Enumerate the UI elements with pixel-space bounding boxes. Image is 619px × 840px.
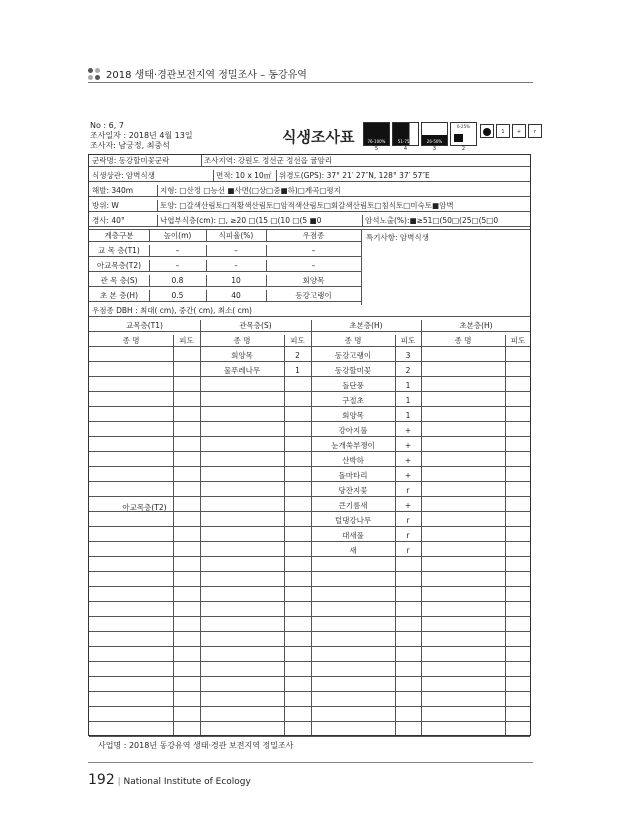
running-header: [88, 66, 307, 81]
info-row-1: [89, 155, 530, 167]
herb-species-name: 돌단풍: [342, 381, 364, 390]
table-row: [89, 350, 530, 362]
remarks-field: 특기사항: 암벽식생: [366, 233, 429, 242]
herb-species-cover: r: [406, 516, 410, 525]
herb-species-cover: +: [404, 441, 412, 450]
cover-scale: [363, 122, 477, 152]
table-row: [89, 605, 530, 617]
header-title: 2018 생태·경관보전지역 정밀조사 – 동강유역: [106, 70, 307, 81]
cover-class-5: 76-100% 5: [363, 122, 390, 152]
survey-meta: [90, 121, 193, 151]
strata-header: 계층구분 높이(m) 식피율(%) 우점종: [89, 230, 361, 242]
table-row: [89, 530, 530, 542]
table-row: [89, 425, 530, 437]
herb-species-name: 강아지풀: [338, 426, 368, 435]
table-row: [89, 515, 530, 527]
table-row: [89, 665, 530, 677]
slope-field: 경사: 40°: [92, 216, 125, 225]
strata-row: 초 본 층(H) 0.5 40 동강고랭이: [89, 290, 361, 302]
region-field: 조사지역: 강원도 정선군 정선읍 귤암리: [204, 156, 332, 165]
info-row-2: [89, 170, 530, 182]
info-row-5: [89, 215, 530, 227]
shrub-species-cover: 1: [295, 366, 300, 375]
table-row: [89, 620, 530, 632]
herb-species-name: 대새풀: [342, 531, 364, 540]
herb-species-name: 구절초: [342, 396, 364, 405]
table-row: [89, 635, 530, 647]
table-row: [89, 380, 530, 392]
table-row: [89, 410, 530, 422]
herb-species-name: 눈개쑥부쟁이: [331, 441, 375, 450]
info-row-3: [89, 185, 530, 197]
survey-date: 조사일자 : 2018년 4월 13일: [90, 131, 193, 140]
form-title: 식생조사표: [282, 128, 355, 146]
info-row-4: [89, 200, 530, 212]
table-row: [89, 485, 530, 497]
shrub-species-name: 회양목: [231, 351, 253, 360]
altitude-field: 해발: 340m: [92, 186, 134, 195]
strata-row: 관 목 층(S) 0.8 10 회양목: [89, 275, 361, 287]
page-number: 192: [88, 772, 115, 788]
physiognomy-field: 식생상관: 암벽식생: [92, 171, 155, 180]
herb-species-cover: r: [406, 546, 410, 555]
rock-field: 암석노출(%):■≥51□(50□(25□(5□0: [365, 216, 499, 225]
herb-species-cover: r: [406, 531, 410, 540]
column-header-row: 종 명 피도 종 명 피도 종 명 피도 종 명 피도: [89, 335, 530, 347]
herb-species-name: 동강할미꽃: [334, 366, 372, 375]
page-footer: 192 | National Institute of Ecology: [88, 772, 251, 788]
table-row: [89, 680, 530, 692]
table-row: [89, 650, 530, 662]
cover-class-3: 26-50% 3: [421, 122, 448, 152]
herb-species-name: 털댕강나무: [334, 516, 372, 525]
species-table: [89, 320, 530, 735]
community-field: 군락명: 동강할미꽃군락: [92, 156, 170, 165]
dbh-row: [89, 305, 530, 317]
footer-org: National Institute of Ecology: [123, 777, 251, 787]
herb-species-cover: +: [404, 501, 412, 510]
herb-species-name: 돌마타리: [338, 471, 368, 480]
table-row: [89, 725, 530, 737]
table-row: [89, 575, 530, 587]
layer-header-row: 교목층(T1) 관목층(S) 초본층(H) 초본층(H): [89, 320, 530, 332]
table-row: [89, 545, 530, 557]
herb-species-cover: 3: [405, 351, 411, 360]
bullet-icon: [88, 68, 100, 80]
table-row: [89, 710, 530, 722]
herb-species-name: 산박하: [342, 456, 364, 465]
sociability-scale: [480, 124, 542, 138]
herb-species-name: 큰기름새: [338, 501, 368, 510]
circle-icon: [480, 124, 494, 138]
gps-field: 위경도(GPS): 37° 21′ 27″N, 128° 37′ 57″E: [279, 171, 430, 180]
sociability-r: r: [528, 124, 542, 138]
table-row: [89, 455, 530, 467]
strata-row: 교 목 층(T1) – – –: [89, 245, 361, 257]
survey-no: No : 6, 7: [90, 121, 124, 130]
herb-species-cover: 2: [405, 366, 411, 375]
shrub-species-cover: 2: [295, 351, 300, 360]
cover-class-2: 6-25% 2: [450, 122, 477, 152]
strata-row: 아교목층(T2) – – –: [89, 260, 361, 272]
surveyor: 조사자: 남궁정, 최중석: [90, 141, 170, 150]
project-name: 사업명 : 2018년 동강유역 생태·경관 보전지역 정밀조사: [98, 741, 294, 750]
footer-rule: [88, 762, 533, 763]
survey-form: [88, 154, 531, 736]
dbh-field: 우점종 DBH : 최대( cm), 중간( cm), 최소( cm): [92, 306, 252, 315]
table-row: [89, 470, 530, 482]
cover-class-4: 51-75% 4: [392, 122, 419, 152]
herb-species-cover: 1: [405, 411, 411, 420]
herb-species-name: 동강고랭이: [334, 351, 372, 360]
herb-species-cover: +: [404, 426, 412, 435]
shrub-species-name: 물푸레나무: [223, 366, 261, 375]
herb-species-name: 새: [349, 546, 357, 555]
sociability-1: 1: [496, 124, 510, 138]
table-row: [89, 395, 530, 407]
table-row: [89, 695, 530, 707]
table-row: [89, 560, 530, 572]
aspect-field: 방위: W: [92, 201, 119, 210]
table-row: [89, 365, 530, 377]
subtree-layer-label: 아교목층(T2): [122, 503, 167, 512]
herb-species-cover: r: [406, 486, 410, 495]
header-rule: [88, 82, 533, 83]
strata-table: [89, 230, 361, 312]
herb-species-cover: 1: [405, 381, 411, 390]
herb-species-cover: +: [404, 471, 412, 480]
table-row: [89, 590, 530, 602]
table-row: [89, 500, 530, 512]
table-row: [89, 440, 530, 452]
herb-species-name: 당잔지꽃: [338, 486, 368, 495]
herb-species-cover: +: [404, 456, 412, 465]
area-field: 면적: 10 x 10㎡: [216, 171, 272, 180]
herb-species-name: 회양목: [342, 411, 364, 420]
litter-field: 낙엽부식층(cm): □, ≥20 □(15 □(10 □(5 ■0: [160, 216, 322, 225]
terrain-field: 지형: □산정 □능선 ■사면(□상□중■하)□계곡□평지: [160, 186, 341, 195]
soil-field: 토양: □갈색산림토□적황색산림토□암적색산림토□회갈색산림토□침식토□미숙토■암벽: [160, 201, 454, 210]
sociability-plus: +: [512, 124, 526, 138]
herb-species-cover: 1: [405, 396, 411, 405]
